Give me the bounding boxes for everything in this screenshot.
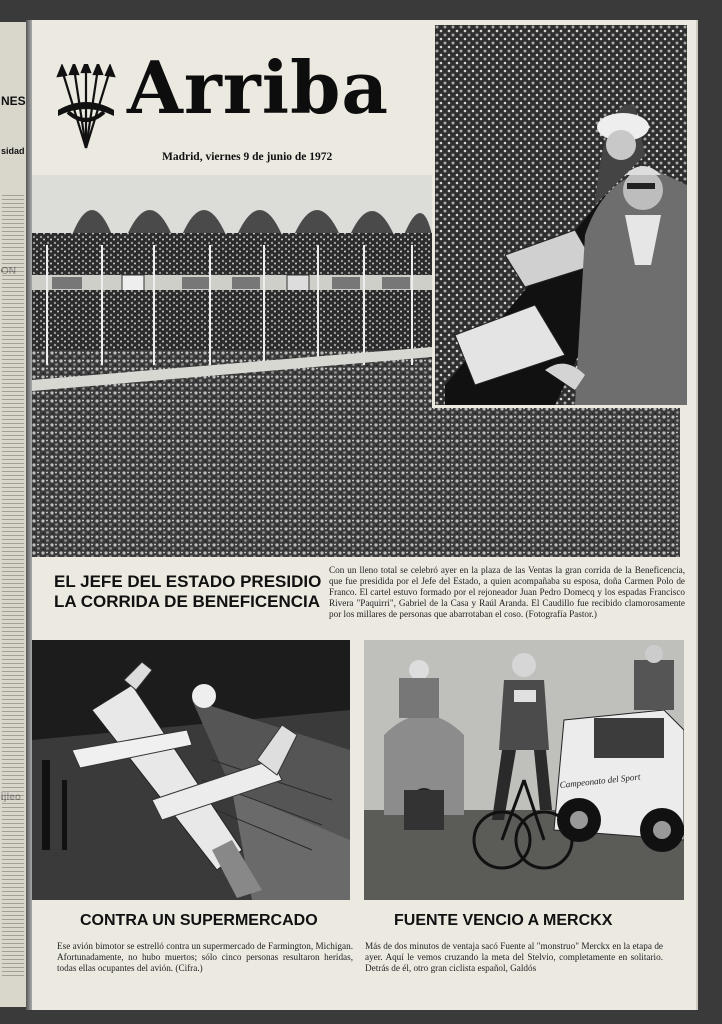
plane-caption: Ese avión bimotor se estrelló contra un supermercado de Farmington, Michigan. Afortunadamente, no hubo muertos; sólo cinco personas resultaron heridas, todas ellas ocupantes del avión. (Cifra.) — [57, 941, 353, 974]
cycling-finish-photo — [364, 640, 684, 900]
yoke-and-arrows-icon — [54, 64, 118, 150]
car-sponsor-text: Campeonato del Sport — [559, 771, 641, 790]
previous-page-edge — [0, 22, 27, 1007]
previous-page-text-lines — [2, 192, 24, 977]
newspaper-page — [32, 20, 696, 1010]
head-of-state-photo — [432, 22, 690, 408]
dateline: Madrid, viernes 9 de junio de 1972 — [162, 151, 333, 163]
previous-page-fragment: NES — [1, 94, 26, 108]
newspaper-title: Arriba — [127, 45, 390, 130]
previous-page-fragment: sidad — [1, 146, 25, 156]
cycling-caption: Más de dos minutos de ventaja sacó Fuente al "monstruo" Merckx en la etapa de ayer. Aquí le vemos cruzando la meta del Stelvio, completamente en solitario. Detrás de él, otro gran ciclista español, Galdós — [365, 941, 663, 974]
plane-crash-photo — [32, 640, 350, 900]
masthead — [32, 20, 430, 175]
plane-headline: CONTRA UN SUPERMERCADO — [80, 912, 318, 929]
main-headline: EL JEFE DEL ESTADO PRESIDIO LA CORRIDA DE BENEFICENCIA — [54, 572, 322, 611]
main-caption: Con un lleno total se celebró ayer en la plaza de las Ventas la gran corrida de la Beneficencia, que fue presidida por el Jefe del Estado, a quien acompañaba su esposa, doña Carmen Polo de Franco. El cartel estuvo formado por el rejoneador Juan Pedro Domecq y los espadas Francisco Rivera "Paquirri", Gabriel de la Casa y Raúl Aranda. El Caudillo fue recibido clamorosamente por los millares de personas que abarrotaban el coso. (Fotografía Pastor.) — [329, 565, 685, 620]
cycling-headline: FUENTE VENCIO A MERCKX — [394, 912, 613, 929]
